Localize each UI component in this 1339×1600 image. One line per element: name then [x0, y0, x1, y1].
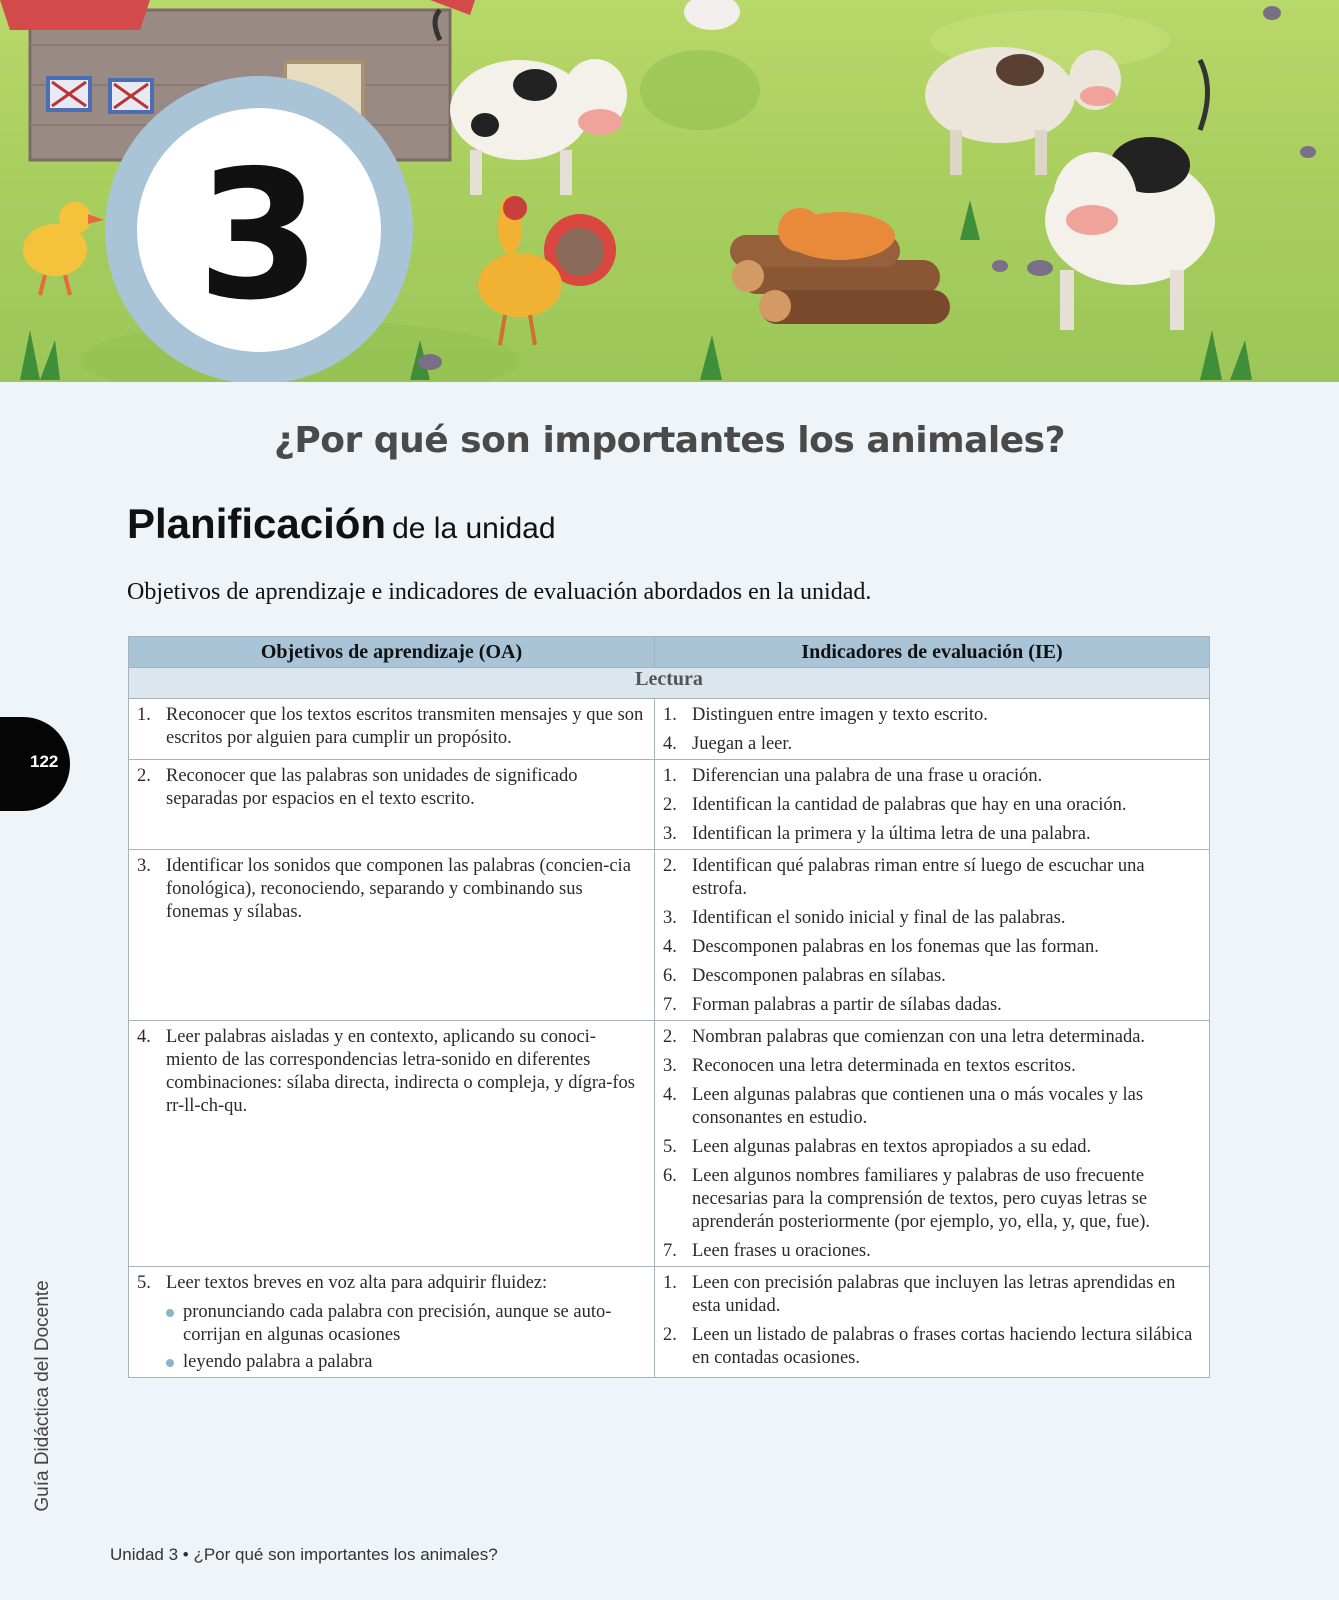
item-text: Juegan a leer. [692, 734, 793, 754]
list-item [663, 907, 1201, 930]
item-number: 3. [137, 856, 151, 876]
table-row [129, 1267, 1210, 1378]
objective-cell [129, 760, 655, 850]
objective-cell [129, 850, 655, 1021]
objective-cell [129, 699, 655, 760]
planning-title-bold: Planificación [127, 500, 387, 547]
table-header-row [129, 637, 1210, 668]
item-number: 3. [663, 824, 677, 844]
objective-cell [129, 1021, 655, 1267]
indicators-cell [655, 1267, 1210, 1378]
item-number: 3. [663, 908, 677, 928]
list-item [663, 994, 1201, 1017]
item-text: Identifican la primera y la última letra de una palabra. [692, 824, 1091, 844]
unit-number-badge [105, 76, 413, 382]
item-text: Leen frases u oraciones. [692, 1241, 871, 1261]
list-item [663, 1240, 1201, 1263]
item-number: 1. [663, 766, 677, 786]
unit-question-title: ¿Por qué son importantes los animales? [274, 420, 1065, 461]
list-item [663, 1026, 1201, 1049]
cow [435, 10, 627, 195]
item-text: Nombran palabras que comienzan con una letra determinada. [692, 1027, 1146, 1047]
indicators-cell [655, 760, 1210, 850]
item-text: Reconocer que los textos escritos transmiten mensajes y que son escritos por alguien para cumplir un propósito. [166, 705, 644, 748]
item-text: Leen algunos nombres familiares y palabras de uso frecuente necesarias para la comprensión de textos, pero cuyas letras se aprenderán posteriormente (por ejemplo, yo, ella, y, que, fue). [692, 1166, 1151, 1232]
bullet-dot-icon [166, 1309, 174, 1317]
list-item [663, 794, 1201, 817]
item-text: Identifican la cantidad de palabras que hay en una oración. [692, 795, 1127, 815]
item-number: 3. [663, 1056, 677, 1076]
planning-title [127, 500, 556, 548]
table-row [129, 760, 1210, 850]
item-text: Descomponen palabras en sílabas. [692, 966, 946, 986]
list-item [663, 765, 1201, 788]
item-number: 4. [137, 1027, 151, 1047]
objectives-indicators-table [128, 636, 1210, 1378]
item-number: 2. [663, 856, 677, 876]
bullet-item [166, 1301, 646, 1347]
indicators-cell [655, 1021, 1210, 1267]
item-text: Leer palabras aisladas y en contexto, aplicando su conoci-miento de las correspondencias letra-sonido en diferentes combinaciones: sílaba directa, indirecta o compleja, y dígra-fos rr-ll-ch-qu. [166, 1027, 636, 1116]
column-header-objectives: Objetivos de aprendizaje (OA) [129, 637, 655, 668]
item-text: Leen con precisión palabras que incluyen las letras aprendidas en esta unidad. [692, 1273, 1176, 1316]
list-item [663, 733, 1201, 756]
farm-illustration-banner [0, 0, 1339, 382]
logs-with-cat [730, 208, 950, 324]
list-item [663, 823, 1201, 846]
item-number: 2. [137, 766, 151, 786]
list-item [137, 1272, 646, 1295]
item-text: Leer textos breves en voz alta para adquirir fluidez: [166, 1273, 548, 1293]
item-number: 4. [663, 937, 677, 957]
item-text: Distinguen entre imagen y texto escrito. [692, 705, 988, 725]
item-number: 7. [663, 995, 677, 1015]
bullet-text: pronunciando cada palabra con precisión, aunque se auto-corrijan en algunas ocasiones [183, 1302, 612, 1345]
duck [23, 202, 104, 295]
item-number: 5. [137, 1273, 151, 1293]
section-label: Lectura [129, 668, 1210, 699]
page-number: 122 [30, 752, 59, 771]
item-text: Reconocen una letra determinada en textos escritos. [692, 1056, 1076, 1076]
table-row [129, 699, 1210, 760]
table-row [129, 850, 1210, 1021]
item-number: 2. [663, 795, 677, 815]
item-text: Leen algunas palabras en textos apropiados a su edad. [692, 1137, 1092, 1157]
item-number: 1. [663, 705, 677, 725]
side-label: Guía Didáctica del Docente [32, 1280, 53, 1512]
list-item [137, 1026, 646, 1118]
page-number-tab [0, 717, 70, 811]
section-row [129, 668, 1210, 699]
item-number: 4. [663, 1085, 677, 1105]
bullet-text: leyendo palabra a palabra [183, 1352, 373, 1372]
item-number: 5. [663, 1137, 677, 1157]
objective-cell [129, 1267, 655, 1378]
list-item [663, 1055, 1201, 1078]
list-item [663, 1136, 1201, 1159]
planning-title-light: de la unidad [392, 512, 556, 545]
item-text: Identifican el sonido inicial y final de las palabras. [692, 908, 1066, 928]
table-intro-text: Objetivos de aprendizaje e indicadores de evaluación abordados en la unidad. [127, 579, 872, 605]
indicators-cell [655, 699, 1210, 760]
item-text: Leen algunas palabras que contienen una o más vocales y las consonantes en estudio. [692, 1085, 1144, 1128]
item-text: Forman palabras a partir de sílabas dadas. [692, 995, 1002, 1015]
list-item [137, 855, 646, 924]
item-text: Identificar los sonidos que componen las palabras (concien-cia fonológica), reconociendo, separando y combinando sus fonemas y sílabas. [166, 856, 631, 922]
list-item [663, 936, 1201, 959]
list-item [663, 704, 1201, 727]
item-number: 6. [663, 1166, 677, 1186]
column-header-indicators: Indicadores de evaluación (IE) [655, 637, 1210, 668]
table-row [129, 1021, 1210, 1267]
list-item [663, 1272, 1201, 1318]
list-item [137, 704, 646, 750]
item-text: Descomponen palabras en los fonemas que las forman. [692, 937, 1099, 957]
item-text: Identifican qué palabras riman entre sí luego de escuchar una estrofa. [692, 856, 1145, 899]
turkey [478, 195, 616, 345]
list-item [663, 1084, 1201, 1130]
item-number: 1. [137, 705, 151, 725]
item-text: Leen un listado de palabras o frases cortas haciendo lectura silábica en contadas ocasiones. [692, 1325, 1193, 1368]
list-item [663, 1165, 1201, 1234]
item-number: 6. [663, 966, 677, 986]
list-item [663, 965, 1201, 988]
unit-number: 3 [197, 132, 321, 339]
item-number: 4. [663, 734, 677, 754]
bullet-dot-icon [166, 1359, 174, 1367]
item-number: 7. [663, 1241, 677, 1261]
item-text: Reconocer que las palabras son unidades de significado separadas por espacios en el texto escrito. [166, 766, 578, 809]
list-item [663, 855, 1201, 901]
list-item [663, 1324, 1201, 1370]
list-item [137, 765, 646, 811]
item-number: 1. [663, 1273, 677, 1293]
bullet-item [166, 1351, 646, 1374]
indicators-cell [655, 850, 1210, 1021]
item-number: 2. [663, 1325, 677, 1345]
item-text: Diferencian una palabra de una frase u oración. [692, 766, 1043, 786]
page-footer: Unidad 3 • ¿Por qué son importantes los animales? [110, 1545, 498, 1564]
item-number: 2. [663, 1027, 677, 1047]
